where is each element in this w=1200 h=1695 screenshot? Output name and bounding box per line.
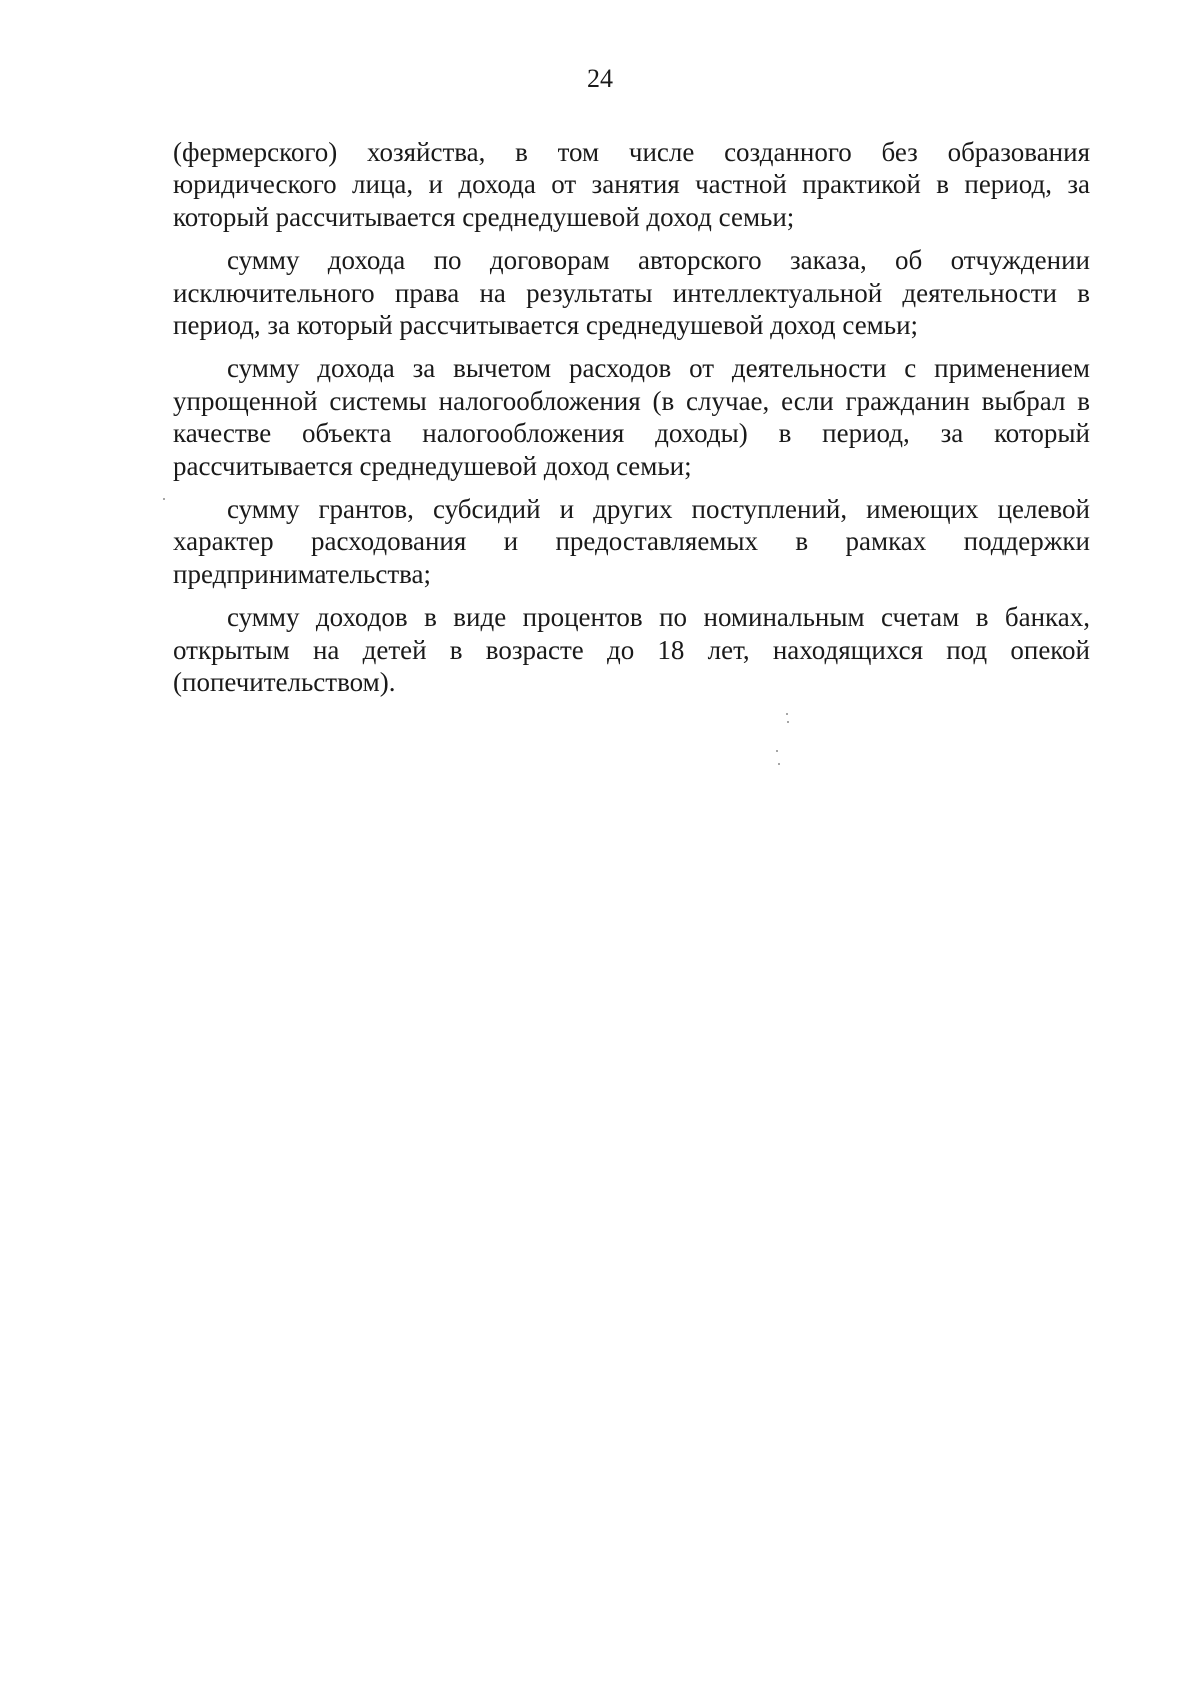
scan-speck — [778, 763, 780, 765]
paragraph-farm-income: (фермерского) хозяйства, в том числе созданного без образования юридического лица, и дохода от занятия частной практикой в период, за который рассчитывается среднедушевой доход семьи; — [173, 137, 1090, 232]
scan-speck — [776, 750, 778, 752]
scan-speck — [787, 721, 789, 723]
scan-speck — [163, 498, 165, 500]
paragraph-grants-subsidies: сумму грантов, субсидий и других поступлений, имеющих целевой характер расходования и предоставляемых в рамках поддержки предпринимательства; — [173, 494, 1090, 589]
paragraph-simplified-tax: сумму дохода за вычетом расходов от деятельности с применением упрощенной системы налогообложения (в случае, если гражданин выбрал в качестве объекта налогообложения доходы) в период, за который рассчитывается среднедушевой доход семьи; — [173, 353, 1090, 481]
paragraph-author-contracts: сумму дохода по договорам авторского заказа, об отчуждении исключительного права на результаты интеллектуальной деятельности в период, за который рассчитывается среднедушевой доход семьи; — [173, 245, 1090, 341]
paragraph-nominal-accounts: сумму доходов в виде процентов по номинальным счетам в банках, открытым на детей в возрасте до 18 лет, находящихся под опекой (попечительством). — [173, 602, 1090, 698]
scan-speck — [786, 713, 788, 715]
page-number: 24 — [587, 64, 613, 93]
document-body — [173, 136, 1090, 710]
